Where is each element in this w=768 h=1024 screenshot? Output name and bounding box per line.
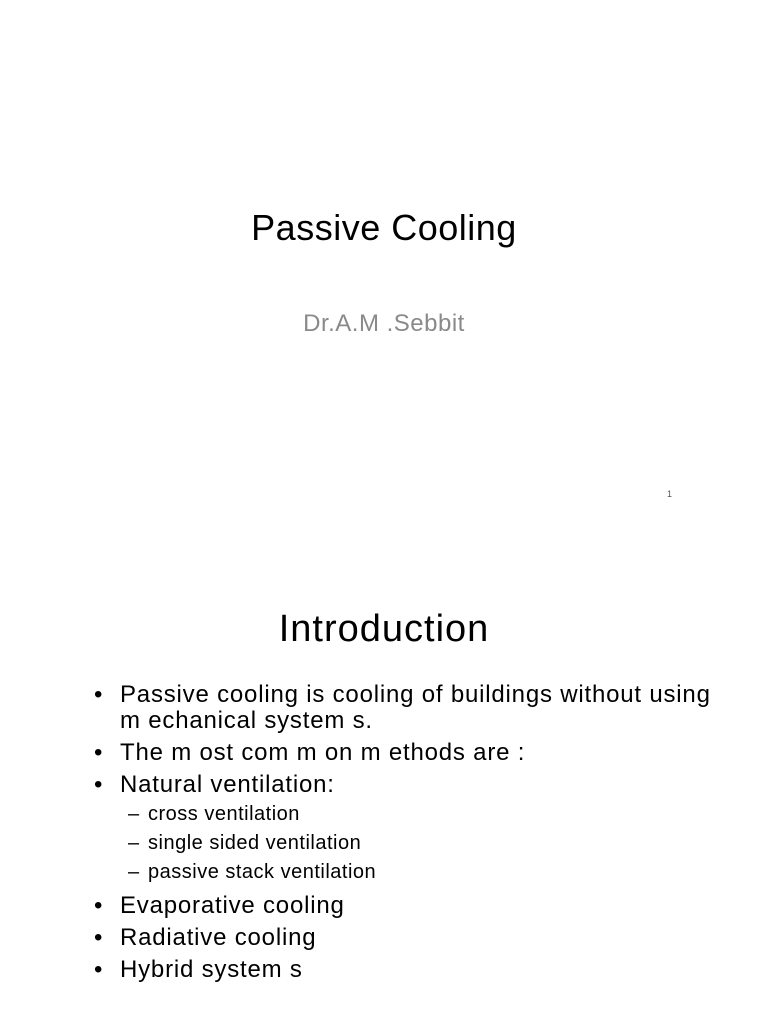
page-number: 1 <box>667 489 673 499</box>
sub-bullet-text: single sided ventilation <box>148 832 362 854</box>
bullet-text: Natural ventilation: <box>120 771 335 798</box>
introduction-slide <box>0 512 768 1024</box>
sub-bullet-item <box>128 800 712 829</box>
slide-title: Introduction <box>278 608 490 650</box>
sub-bullet-list <box>120 800 712 887</box>
dash-icon: – <box>128 861 140 883</box>
bullet-item <box>92 740 712 766</box>
bullet-icon: • <box>94 956 104 983</box>
bullet-text: The m ost com m on m ethods are : <box>120 739 526 766</box>
bullet-icon: • <box>94 739 104 766</box>
slide-title: Passive Cooling <box>251 207 517 248</box>
bullet-icon: • <box>94 924 104 951</box>
bullet-item <box>92 893 712 919</box>
bullet-list <box>92 682 712 989</box>
sub-bullet-text: passive stack ventilation <box>148 861 377 883</box>
author-name: Dr.A.M .Sebbit <box>303 310 465 337</box>
bullet-text: Evaporative cooling <box>120 892 345 919</box>
bullet-icon: • <box>94 771 104 798</box>
bullet-item <box>92 957 712 983</box>
bullet-icon: • <box>94 681 104 708</box>
bullet-item <box>92 772 712 887</box>
dash-icon: – <box>128 803 140 825</box>
sub-bullet-item <box>128 858 712 887</box>
dash-icon: – <box>128 832 140 854</box>
bullet-text: Passive cooling is cooling of buildings without using m echanical system s. <box>120 681 711 734</box>
sub-bullet-item <box>128 829 712 858</box>
bullet-item <box>92 925 712 951</box>
bullet-item <box>92 682 712 734</box>
bullet-text: Radiative cooling <box>120 924 317 951</box>
bullet-icon: • <box>94 892 104 919</box>
sub-bullet-text: cross ventilation <box>148 803 300 825</box>
bullet-text: Hybrid system s <box>120 956 303 983</box>
